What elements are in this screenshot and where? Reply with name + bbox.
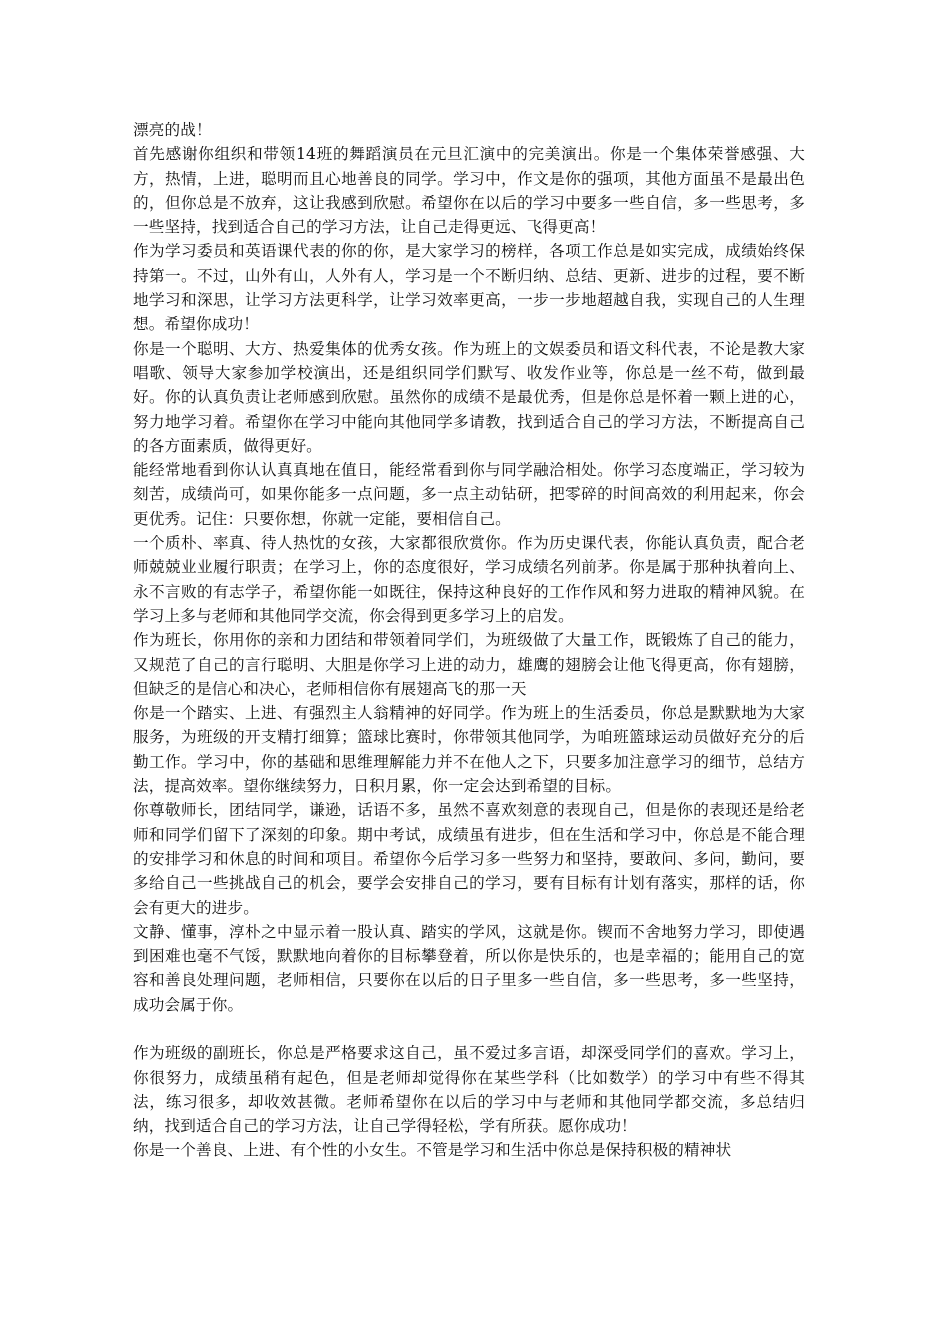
- paragraph: 你是一个踏实、上进、有强烈主人翁精神的好同学。作为班上的生活委员，你总是默默地为大家服务，为班级的开支精打细算；篮球比赛时，你带领其他同学，为咱班篮球运动员做好充分的后勤工作。学习中，你的基础和思维理解能力并不在他人之下，只要多加注意学习的细节，总结方法，提高效率。望你继续努力，日积月累，你一定会达到希望的目标。: [133, 704, 805, 796]
- paragraph: 作为班长，你用你的亲和力团结和带领着同学们，为班级做了大量工作，既锻炼了自己的能力，又规范了自己的言行聪明、大胆是你学习上进的动力，雄鹰的翅膀会让他飞得更高，你有翅膀，但缺乏的是信心和决心，老师相信你有展翅高飞的那一天: [133, 631, 805, 698]
- paragraph: 一个质朴、率真、待人热忱的女孩，大家都很欣赏你。作为历史课代表，你能认真负责，配合老师兢兢业业履行职责；在学习上，你的态度很好，学习成绩名列前茅。你是属于那种执着向上、永不言败的有志学子，希望你能一如既往，保持这种良好的工作作风和努力进取的精神风貌。在学习上多与老师和其他同学交流，你会得到更多学习上的启发。: [133, 534, 805, 625]
- paragraph-title: 漂亮的战！: [133, 121, 212, 139]
- paragraph: 文静、懂事，淳朴之中显示着一股认真、踏实的学风，这就是你。锲而不舍地努力学习，即使遇到困难也毫不气馁，默默地向着你的目标攀登着，所以你是快乐的，也是幸福的；能用自己的宽容和善良处理问题，老师相信，只要你在以后的日子里多一些自信，多一些思考，多一些坚持，成功会属于你。: [133, 922, 805, 1014]
- paragraph: 你尊敬师长，团结同学，谦逊，话语不多，虽然不喜欢刻意的表现自己，但是你的表现还是给老师和同学们留下了深刻的印象。期中考试，成绩虽有进步，但在生活和学习中，你总是不能合理的安排学习和休息的时间和项目。希望你今后学习多一些努力和坚持，要敢问、多问，勤问，要多给自己一些挑战自己的机会，要学会安排自己的学习，要有目标有计划有落实，那样的话，你会有更大的进步。: [133, 801, 805, 917]
- paragraph: 作为班级的副班长，你总是严格要求这自己，虽不爱过多言语，却深受同学们的喜欢。学习上，你很努力，成绩虽稍有起色，但是老师却觉得你在某些学科（比如数学）的学习中有些不得其法，练习很多，却收效甚微。老师希望你在以后的学习中与老师和其他同学都交流，多总结归纳，找到适合自己的学习方法，让自己学得轻松，学有所获。愿你成功！: [133, 1044, 805, 1136]
- paragraph: 你是一个聪明、大方、热爱集体的优秀女孩。作为班上的文娱委员和语文科代表，不论是教大家唱歌、领导大家参加学校演出，还是组织同学们默写、收发作业等，你总是一丝不苟，做到最好。你的认真负责让老师感到欣慰。虽然你的成绩不是最优秀，但是你总是怀着一颗上进的心，努力地学习着。希望你在学习中能向其他同学多请教，找到适合自己的学习方法，不断提高自己的各方面素质，做得更好。: [133, 339, 805, 455]
- paragraph: 能经常地看到你认认真真地在值日，能经常看到你与同学融洽相处。你学习态度端正，学习较为刻苦，成绩尚可，如果你能多一点问题，多一点主动钻研，把零碎的时间高效的利用起来，你会更优秀。记住：只要你想，你就一定能，要相信自己。: [133, 461, 805, 528]
- document-body: [133, 118, 805, 1163]
- paragraph: 首先感谢你组织和带领14班的舞蹈演员在元旦汇演中的完美演出。你是一个集体荣誉感强、大方，热情，上进，聪明而且心地善良的同学。学习中，作文是你的强项，其他方面虽不是最出色的，但你总是不放弃，这让我感到欣慰。希望你在以后的学习中要多一些自信，多一些思考，多一些坚持，找到适合自己的学习方法，让自己走得更远、飞得更高！: [133, 145, 805, 237]
- paragraph: 作为学习委员和英语课代表的你的你，是大家学习的榜样，各项工作总是如实完成，成绩始终保持第一。不过，山外有山，人外有人，学习是一个不断归纳、总结、更新、进步的过程，要不断地学习和深思，让学习方法更科学，让学习效率更高，一步一步地超越自我，实现自己的人生理想。希望你成功！: [133, 242, 805, 334]
- blank-line: [133, 1017, 805, 1041]
- paragraph: 你是一个善良、上进、有个性的小女生。不管是学习和生活中你总是保持积极的精神状: [133, 1141, 732, 1160]
